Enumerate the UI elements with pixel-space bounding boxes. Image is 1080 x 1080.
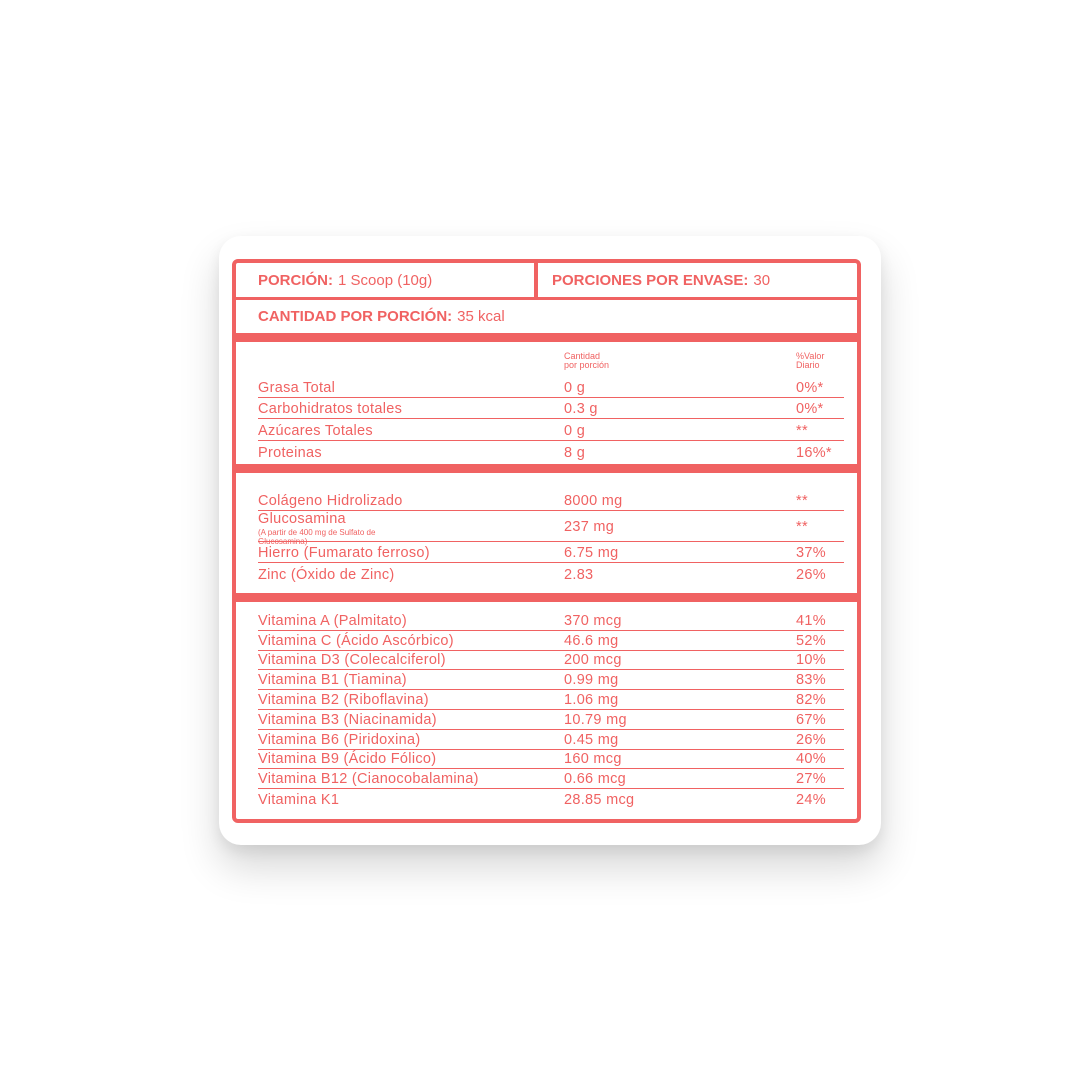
nutrient-daily-value: 27% [796,771,826,788]
nutrient-daily-value: 37% [796,545,826,561]
nutrient-name: Vitamina B1 (Tiamina) [258,672,407,689]
nutrient-name: Vitamina D3 (Colecalciferol) [258,652,446,669]
nutrient-amount: 46.6 mg [564,632,619,649]
section-divider-2 [236,464,857,473]
nutrient-name: Azúcares Totales [258,422,373,439]
dv-header-line2: Diario [796,360,820,370]
nutrient-amount: 237 mg [564,519,615,535]
nutrient-daily-value: 82% [796,691,826,708]
nutrient-name: Vitamina A (Palmitato) [258,612,407,629]
nutrient-amount: 8 g [564,445,586,461]
section-divider-3 [236,593,857,602]
nutrient-name: Hierro (Fumarato ferroso) [258,545,430,561]
table-row [258,419,844,441]
servings-per-container-cell [538,263,857,297]
macronutrients-section [236,342,857,464]
nutrient-daily-value: 26% [796,731,826,748]
table-row [258,511,844,546]
table-row [258,730,844,750]
nutrient-daily-value: 0%* [796,401,824,417]
nutrient-amount: 0.45 mg [564,731,619,748]
nutrient-name: Grasa Total [258,379,336,396]
nutrient-daily-value: 26% [796,567,826,583]
nutrient-name: Vitamina B2 (Riboflavina) [258,691,429,708]
nutrient-name: Colágeno Hidrolizado [258,493,403,509]
nutrient-daily-value: 40% [796,751,826,768]
servings-per-container-value: 30 [753,271,771,289]
table-row [258,769,844,789]
nutrient-daily-value: 10% [796,652,826,669]
nutrient-amount: 1.06 mg [564,691,619,708]
nutrient-amount: 6.75 mg [564,545,619,561]
nutrient-daily-value: 67% [796,711,826,728]
nutrient-daily-value: 52% [796,632,826,649]
table-row [258,489,844,511]
serving-size-cell [236,263,538,297]
section-divider-1 [236,333,857,342]
nutrient-name: Proteinas [258,445,322,461]
serving-size-value: 1 Scoop (10g) [338,271,433,289]
nutrient-amount: 370 mcg [564,612,622,629]
nutrient-name: Vitamina B6 (Piridoxina) [258,731,421,748]
daily-value-column-header [796,352,824,370]
table-row [258,441,844,463]
table-row [258,651,844,671]
nutrient-amount: 28.85 mcg [564,791,635,808]
active-ingredients-section [236,473,857,593]
nutrient-name: Glucosamina [258,511,346,527]
dv-header-line1: %Valor [796,351,825,361]
nutrient-amount: 0 g [564,422,586,439]
nutrient-amount: 0.99 mg [564,672,619,689]
serving-size-label: PORCIÓN: [258,271,333,289]
nutrient-name: Vitamina B3 (Niacinamida) [258,711,437,728]
table-row [258,690,844,710]
nutrient-daily-value: ** [796,493,808,509]
nutrient-name: Zinc (Óxido de Zinc) [258,567,395,583]
calories-label: CANTIDAD POR PORCIÓN: [258,308,453,325]
nutrient-amount: 160 mcg [564,751,622,768]
nutrient-amount: 10.79 mg [564,711,627,728]
nutrient-name: Vitamina K1 [258,791,340,808]
nutrient-amount: 0.66 mcg [564,771,627,788]
nutrient-daily-value: ** [796,519,808,535]
servings-per-container-label: PORCIONES POR ENVASE: [552,271,749,289]
table-row [258,710,844,730]
amount-column-header [564,352,609,370]
table-row [258,750,844,770]
nutrient-daily-value: 83% [796,672,826,689]
amount-header-line2: por porción [564,360,610,370]
nutrient-daily-value: ** [796,422,808,439]
vitamins-section [236,602,857,820]
table-row [258,398,844,420]
calories-row [236,300,857,333]
nutrient-amount: 0.3 g [564,401,598,417]
table-row [258,631,844,651]
table-row [258,789,844,809]
nutrient-amount: 0 g [564,379,586,396]
nutrient-amount: 200 mcg [564,652,622,669]
nutrient-name: Vitamina B12 (Cianocobalamina) [258,771,479,788]
table-row [258,670,844,690]
nutrient-daily-value: 16%* [796,445,832,461]
nutrient-note: (A partir de 400 mg de Sulfato de [258,528,376,537]
calories-value: 35 kcal [457,308,505,325]
nutrient-amount: 2.83 [564,567,594,583]
table-row [258,542,844,563]
nutrient-amount: 8000 mg [564,493,623,509]
nutrition-facts-table [232,259,861,823]
table-row [258,376,844,398]
nutrient-name: Vitamina C (Ácido Ascórbico) [258,632,454,649]
nutrient-name: Vitamina B9 (Ácido Fólico) [258,751,437,768]
table-row [258,563,844,584]
serving-header-row [236,263,857,297]
nutrient-daily-value: 24% [796,791,826,808]
nutrient-note: Glucosamina) [258,537,308,546]
nutrient-daily-value: 0%* [796,379,824,396]
table-row [258,611,844,631]
nutrient-name: Carbohidratos totales [258,401,403,417]
nutrient-daily-value: 41% [796,612,826,629]
amount-header-line1: Cantidad [564,351,601,361]
